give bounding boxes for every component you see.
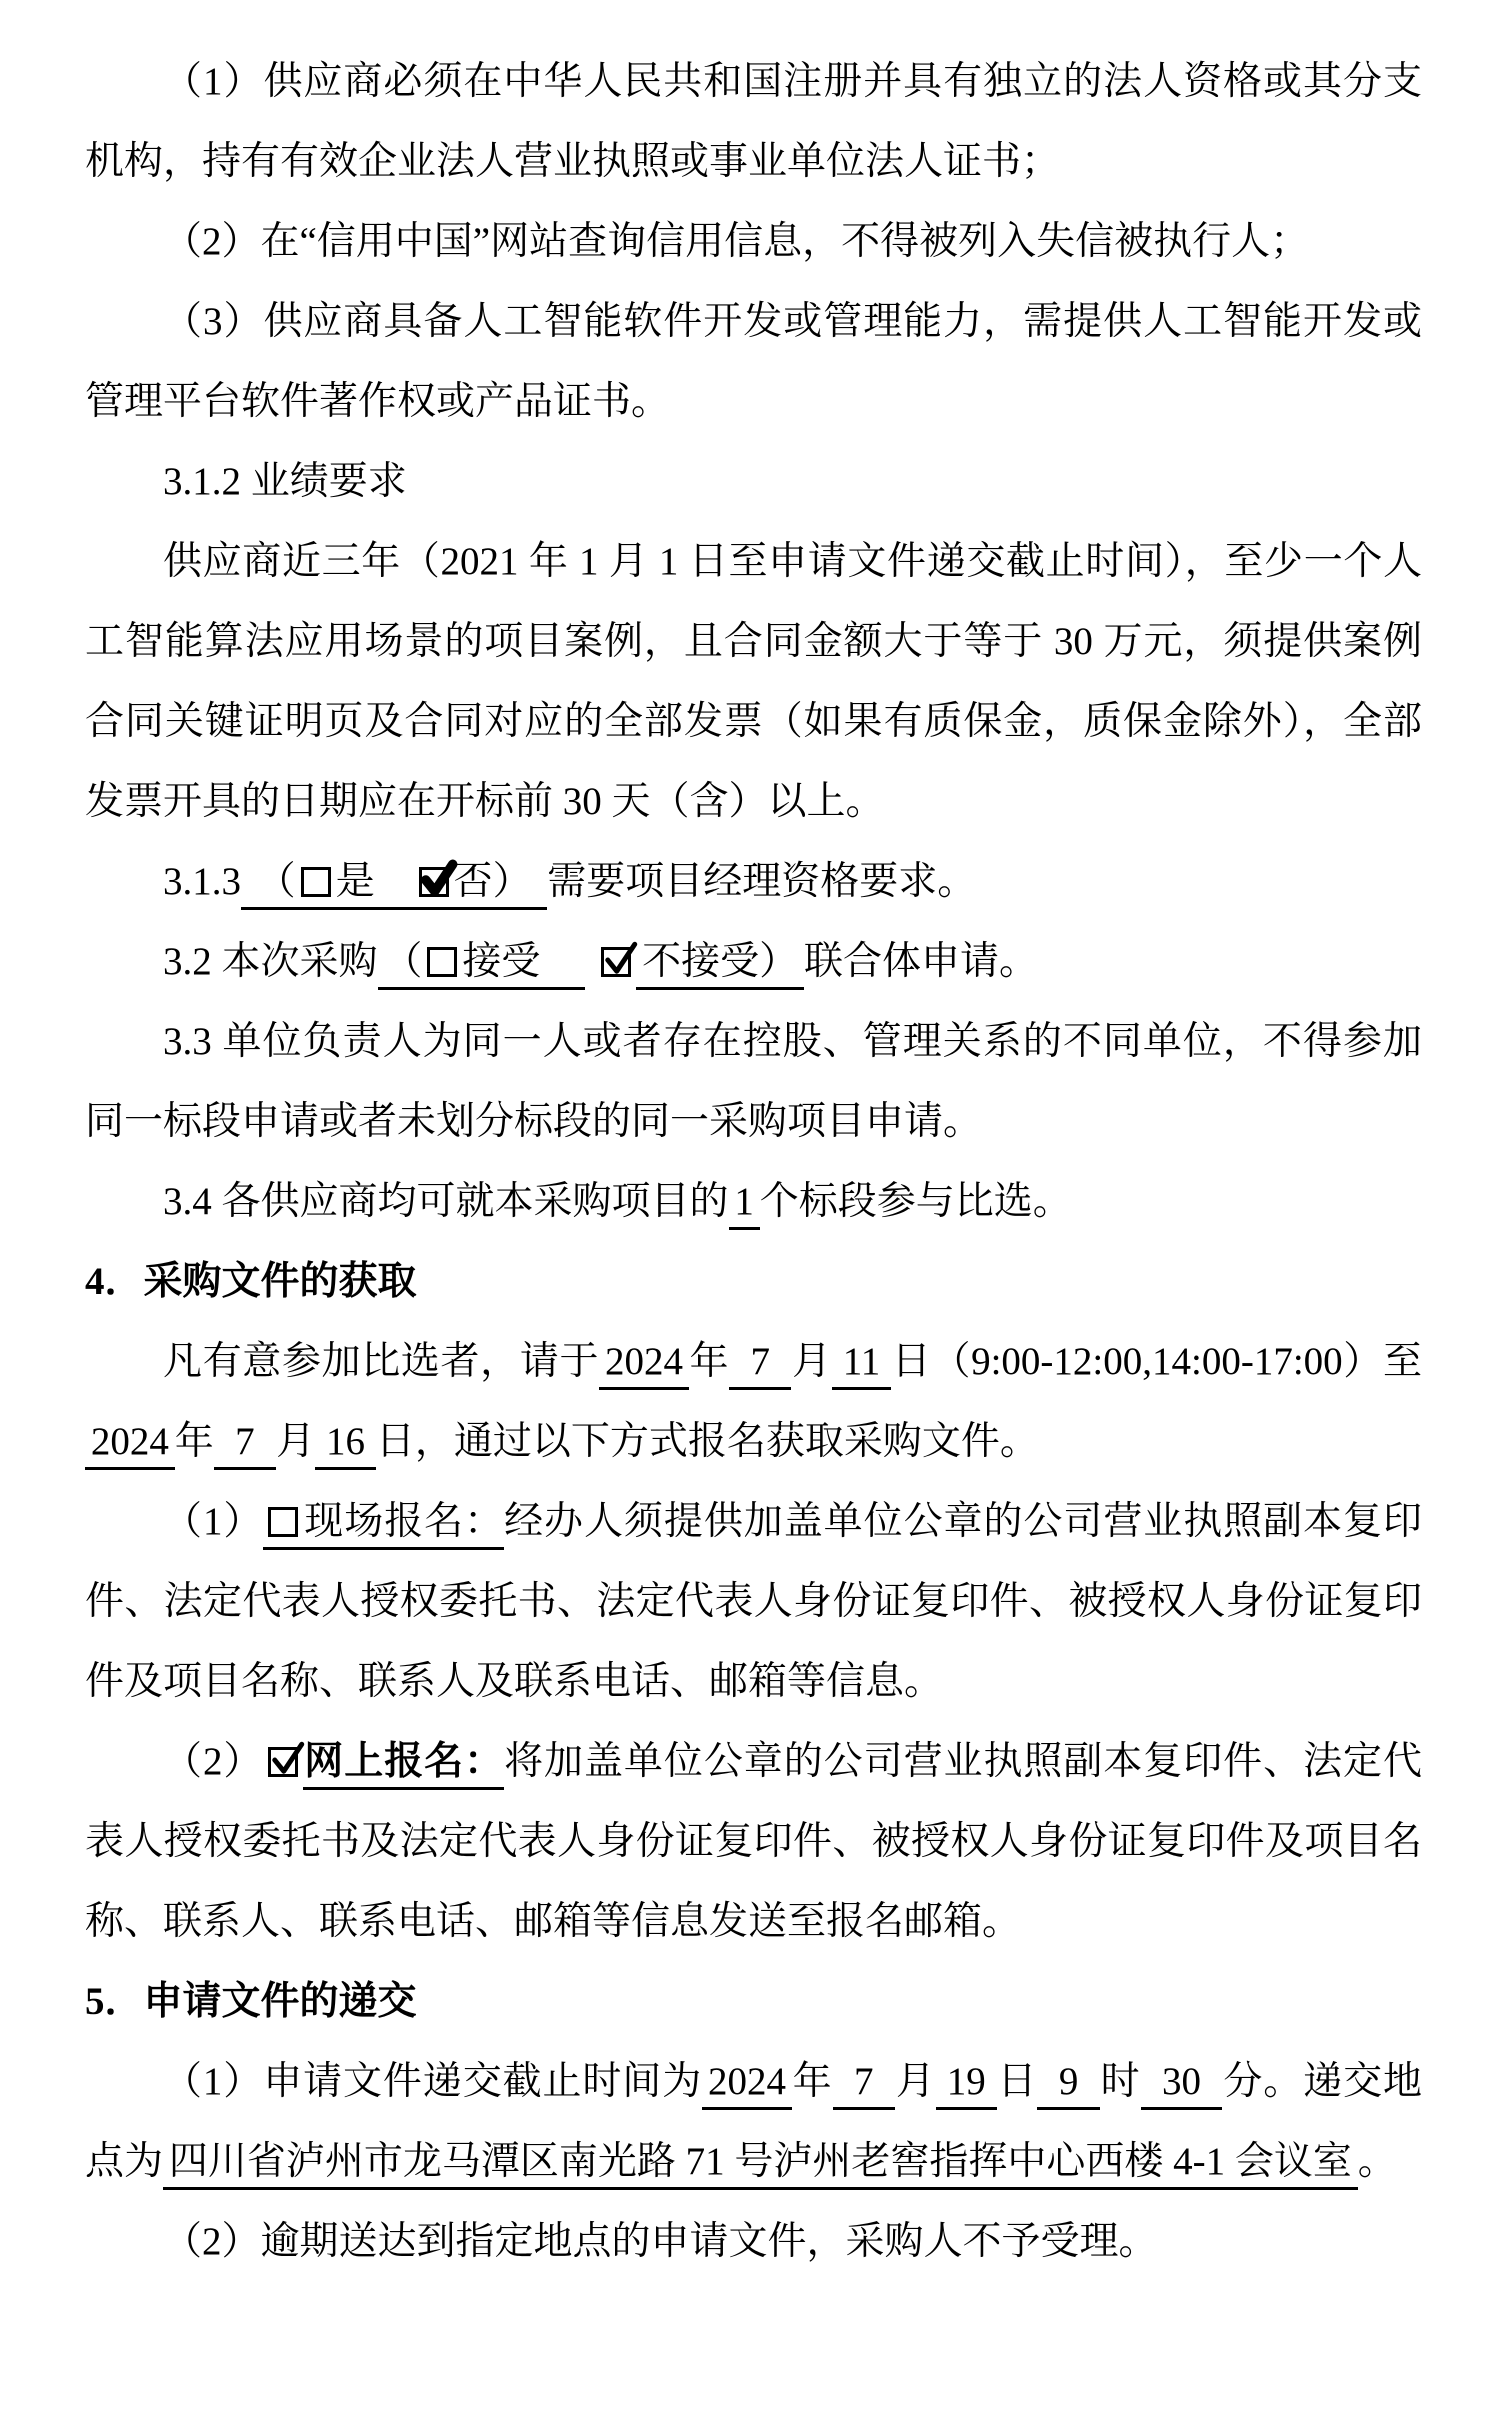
clause-3-ai-capability: （3）供应商具备人工智能软件开发或管理能力，需提供人工智能开发或管理平台软件著作权或产品证书。: [85, 300, 1422, 423]
text-run: 日: [996, 2060, 1038, 2103]
method-label: 现场报名：: [303, 1500, 505, 1543]
text-run: 月: [276, 1420, 316, 1463]
section-4-heading: 4．采购文件的获取: [85, 1260, 417, 1303]
no-label: 否）: [453, 860, 532, 903]
accept-blank: [378, 940, 586, 990]
text-run: 经办人须提供加盖单位公章的公司营业执照副本复印件、法定代表人授权委托书、法定代表人身份证复印件、被授权人身份证复印件及项目名称、联系人及联系电话、邮箱等信息。: [85, 1500, 1422, 1703]
clause-312-performance-requirements: 供应商近三年（2021 年 1 月 1 日至申请文件递交截止时间），至少一个人工智能算法应用场景的项目案例，且合同金额大于等于 30 万元，须提供案例合同关键证明页及合同对应的全部发票（如果有质保金，质保金除外），全部发票开具的日期应在开标前 30 天（含）以上。: [85, 540, 1422, 823]
checkbox-unchecked-icon: [427, 947, 457, 977]
clause-312-title: 3.1.2 业绩要求: [163, 460, 407, 503]
submission-address-blank: 四川省泸州市龙马潭区南光路 71 号泸州老窖指挥中心西楼 4-1 会议室: [163, 2140, 1358, 2190]
section-5-heading: 5．申请文件的递交: [85, 1980, 417, 2023]
text-run: 年: [791, 2060, 833, 2103]
text-run: （1）申请文件递交截止时间为: [163, 2060, 703, 2103]
item-number: （2）: [163, 1740, 264, 1783]
text-run: 日，通过以下方式报名获取采购文件。: [375, 1420, 1039, 1463]
hour-blank: 9: [1037, 2060, 1099, 2110]
onsite-signup-label: [263, 1500, 504, 1550]
text-run: 凡有意参加比选者，请于: [163, 1340, 600, 1383]
month-blank: 7: [214, 1420, 276, 1470]
day-blank: 11: [832, 1340, 891, 1390]
reject-label: 不接受）: [642, 940, 799, 983]
text-run: 月: [791, 1340, 832, 1383]
text-run: 日（9:00-12:00,14:00-17:00）至: [891, 1340, 1422, 1383]
lot-count-blank: 1: [729, 1180, 760, 1230]
clause-1-supplier-registration: （1）供应商必须在中华人民共和国注册并具有独立的法人资格或其分支机构，持有有效企业法人营业执照或事业单位法人证书；: [85, 60, 1422, 183]
checkbox-unchecked-icon: [268, 1507, 298, 1537]
late-submission-paragraph: （2）逾期送达到指定地点的申请文件，采购人不予受理。: [163, 2220, 1158, 2263]
accept-label: 接受: [462, 940, 580, 983]
text-run: 年: [688, 1340, 730, 1383]
clause-32-consortium-application: [85, 922, 1422, 1002]
text-run: 。: [1357, 2140, 1397, 2183]
text-run: 年: [174, 1420, 214, 1463]
clause-313-project-manager-requirement: [85, 842, 1422, 922]
minute-blank: 30: [1141, 2060, 1223, 2110]
yes-no-blank: [241, 860, 547, 910]
checkbox-unchecked-icon: [301, 867, 331, 897]
text-run: （: [383, 940, 423, 983]
text-run: 个标段参与比选。: [759, 1180, 1072, 1223]
year-blank: 2024: [702, 2060, 792, 2110]
year-blank: 2024: [85, 1420, 175, 1470]
month-blank: 7: [833, 2060, 895, 2110]
text-run: 联合体申请。: [803, 940, 1038, 983]
yes-label: 是: [335, 860, 414, 903]
text-run: （: [256, 860, 296, 903]
text-run: 3.4 各供应商均可就本采购项目的: [163, 1180, 729, 1223]
document-obtain-paragraph: [85, 1322, 1422, 1482]
online-signup-label: 网上报名：: [303, 1740, 504, 1790]
clause-34-lot-participation: [85, 1162, 1422, 1242]
text-run: 3.2 本次采购: [163, 940, 378, 983]
clause-2-credit-china: （2）在“信用中国”网站查询信用信息，不得被列入失信被执行人；: [163, 220, 1310, 263]
day-blank: 19: [936, 2060, 997, 2110]
text-run: 月: [894, 2060, 936, 2103]
checkbox-checked-icon: [601, 947, 631, 977]
month-blank: 7: [729, 1340, 791, 1390]
onsite-signup-paragraph: [85, 1482, 1422, 1722]
text-run: 将加盖单位公章的公司营业执照副本复印件、法定代表人授权委托书及法定代表人身份证复印件、被授权人身份证复印件及项目名称、联系人、联系电话、邮箱等信息发送至报名邮箱。: [85, 1740, 1422, 1943]
reject-blank: [636, 940, 804, 990]
clause-number: 3.1.3: [163, 860, 241, 903]
online-signup-paragraph: [85, 1722, 1422, 1962]
day-blank: 16: [315, 1420, 376, 1470]
text-run: 需要项目经理资格要求。: [547, 860, 977, 903]
text-run: 时: [1099, 2060, 1141, 2103]
year-blank: 2024: [599, 1340, 689, 1390]
item-number: （1）: [163, 1500, 264, 1543]
checkbox-checked-icon: [268, 1747, 298, 1777]
checkbox-checked-icon: [419, 867, 449, 897]
clause-33-same-responsible-person: 3.3 单位负责人为同一人或者存在控股、管理关系的不同单位，不得参加同一标段申请或者未划分标段的同一采购项目申请。: [85, 1020, 1422, 1143]
text-run: 分。递交地点为: [85, 2060, 1422, 2183]
submission-deadline-paragraph: [85, 2042, 1422, 2202]
